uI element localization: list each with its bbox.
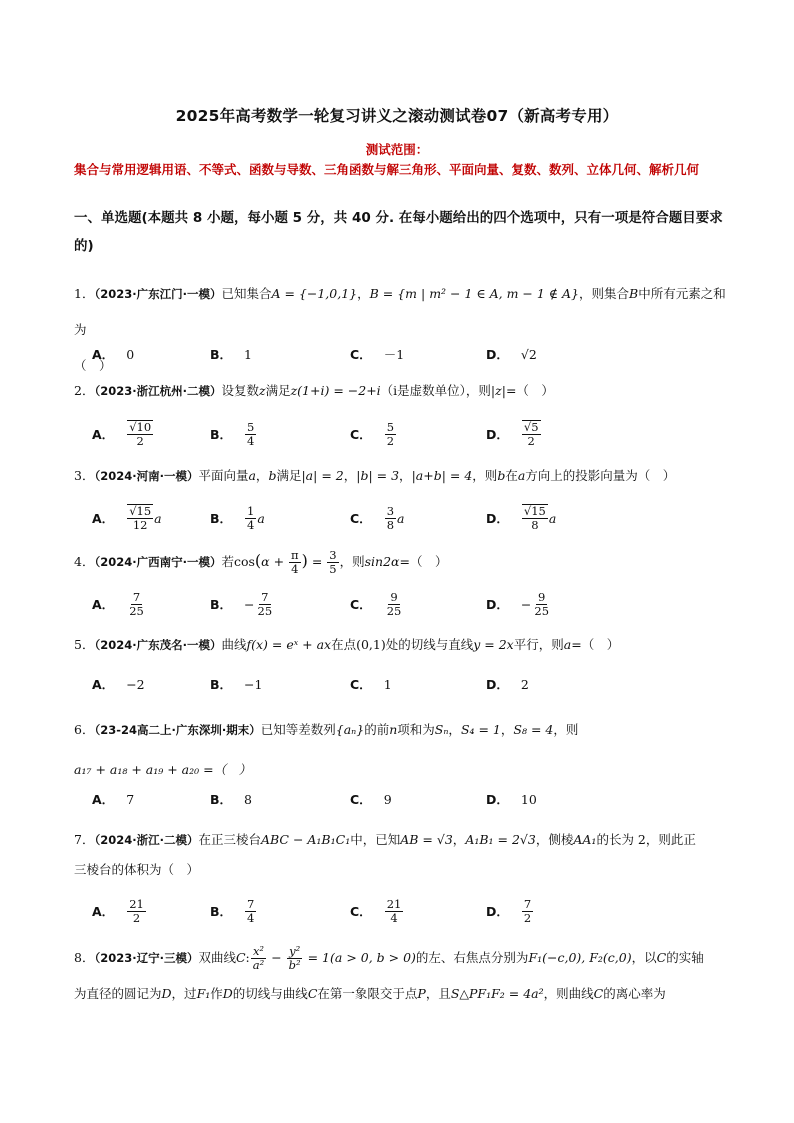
option-c[interactable]: C． $\frac{5}{2}$ bbox=[350, 419, 395, 448]
option-a[interactable]: A． $\frac{21}{2}$ bbox=[92, 896, 144, 925]
question-3: 3．（2024·河南·一模）平面向量a，b满足|a| = 2，|b| = 3，|a+b| = 4，则b在a方向上的投影向量为（ ） bbox=[74, 468, 676, 483]
question-2: 2．（2023·浙江杭州·二模）设复数z满足z(1+i) = −2+i（i是虚数单位），则|z|=（ ） bbox=[74, 383, 554, 398]
question-4-options bbox=[92, 586, 712, 622]
question-7-options bbox=[92, 893, 712, 929]
option-a[interactable]: A． 7 bbox=[92, 791, 135, 807]
page-title: 2025年高考数学一轮复习讲义之滚动测试卷07（新高考专用） bbox=[175, 107, 619, 125]
option-b[interactable]: B． 1 bbox=[210, 346, 252, 362]
option-d[interactable]: D． − $\frac{9}{25}$ bbox=[486, 589, 550, 618]
question-1: 1．（2023·广东江门·一模）已知集合A = {−1,0,1}，B = {m | m² − 1 ∈ A, m − 1 ∉ A}，则集合B中所有元素之和为 （ ） bbox=[74, 286, 726, 373]
section-heading: 一、单选题(本题共 8 小题，每小题 5 分，共 40 分. 在每小题给出的四个选项中，只有一项是符合题目要求的) bbox=[74, 210, 723, 254]
option-c[interactable]: C． －1 bbox=[350, 347, 405, 362]
question-2-options bbox=[92, 416, 712, 452]
option-c[interactable]: C． $\frac{3}{8}$ a bbox=[350, 503, 405, 532]
option-b[interactable]: B． $\frac{5}{4}$ bbox=[210, 419, 255, 448]
option-d[interactable]: D． $\frac{√15}{8}$ a bbox=[486, 504, 557, 532]
option-b[interactable]: B． −1 bbox=[210, 676, 263, 692]
option-a[interactable]: A． $\frac{7}{25}$ bbox=[92, 589, 144, 618]
option-c[interactable]: C． 1 bbox=[350, 676, 392, 692]
option-d[interactable]: D． $\frac{√5}{2}$ bbox=[486, 420, 539, 448]
option-a[interactable]: A． −2 bbox=[92, 676, 145, 692]
scope-text: 集合与常用逻辑用语、不等式、函数与导数、三角函数与解三角形、平面向量、复数、数列、立体几何、解析几何 bbox=[74, 162, 700, 177]
question-1-options bbox=[92, 336, 712, 372]
option-c[interactable]: C． $\frac{9}{25}$ bbox=[350, 589, 402, 618]
option-d[interactable]: D． √2 bbox=[486, 346, 537, 362]
option-d[interactable]: D． 2 bbox=[486, 676, 529, 692]
question-3-options bbox=[92, 500, 712, 536]
option-b[interactable]: B． − $\frac{7}{25}$ bbox=[210, 589, 273, 618]
question-6: 6．（23-24高二上·广东深圳·期末）已知等差数列{aₙ}的前n项和为Sₙ，S₄ = 1，S₈ = 4，则 a₁₇ + a₁₈ + a₁₉ + a₂₀ =（ ） bbox=[74, 722, 579, 777]
option-b[interactable]: B． $\frac{7}{4}$ bbox=[210, 896, 255, 925]
scope-heading: 测试范围： bbox=[365, 142, 429, 157]
option-a[interactable]: A． 0 bbox=[92, 346, 135, 362]
question-6-options bbox=[92, 781, 712, 817]
option-a[interactable]: A． $\frac{√15}{12}$ a bbox=[92, 504, 162, 532]
question-5: 5．（2024·广东茂名·一模）曲线f(x) = eˣ + ax在点(0,1)处的切线与直线y = 2x平行，则a=（ ） bbox=[74, 637, 620, 652]
option-b[interactable]: B． 8 bbox=[210, 791, 252, 807]
option-a[interactable]: A． $\frac{√10}{2}$ bbox=[92, 420, 152, 448]
option-d[interactable]: D． 10 bbox=[486, 791, 537, 807]
option-c[interactable]: C． 9 bbox=[350, 791, 392, 807]
question-7: 7．（2024·浙江·二模）在正三棱台ABC − A₁B₁C₁中，已知AB = √3，A₁B₁ = 2√3，侧棱AA₁的长为 2，则此正 三棱台的体积为（ ） bbox=[74, 832, 696, 877]
option-b[interactable]: B． $\frac{1}{4}$ a bbox=[210, 503, 265, 532]
question-4: 4．（2024·广西南宁·一模）若cos(α + $\frac{\pi}{4}$ ) = $\frac{3}{5}$ ，则sin2α=（ ） bbox=[74, 548, 448, 576]
question-8: 8．（2023·辽宁·三模）双曲线C: $\frac{\text{x²}}{\text{a²}}$ − $\frac{\text{y²}}{\text{b²}}$ = 1(a > 0, b > 0)的左、右焦点分别为F₁(−c,0), F₂(c,0)，以C的实轴 为直径的圆记为D，过F₁作D的切线与曲线C在第一象限交于点P，且S△PF₁F₂ = 4a²，则曲线C的离心率为 bbox=[74, 944, 704, 1001]
option-c[interactable]: C． $\frac{21}{4}$ bbox=[350, 896, 402, 925]
option-d[interactable]: D． $\frac{7}{2}$ bbox=[486, 896, 532, 925]
question-5-options bbox=[92, 666, 712, 702]
